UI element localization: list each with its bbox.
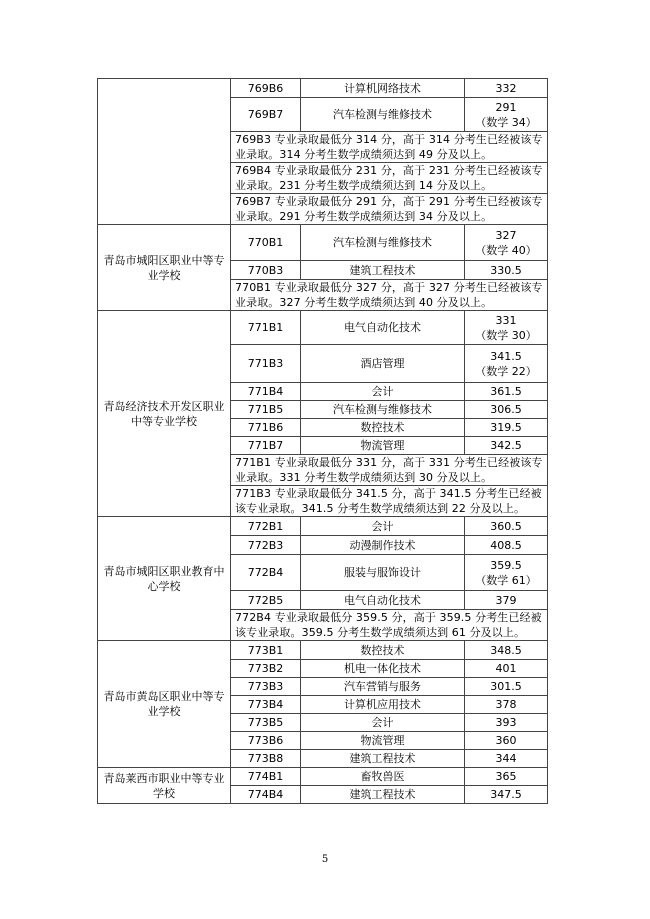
major-code: 769B7 bbox=[231, 98, 301, 132]
school-name: 青岛市城阳区职业中等专业学校 bbox=[98, 225, 231, 311]
school-name: 青岛市城阳区职业教育中心学校 bbox=[98, 517, 231, 641]
min-score: 360.5 bbox=[465, 517, 548, 536]
admission-score-table bbox=[97, 78, 548, 804]
major-code: 772B5 bbox=[231, 591, 301, 610]
major-name: 机电一体化技术 bbox=[301, 660, 465, 678]
min-score: 378 bbox=[465, 696, 548, 714]
math-requirement: （数学 22） bbox=[475, 364, 537, 378]
major-code: 770B1 bbox=[231, 225, 301, 261]
min-score: 342.5 bbox=[465, 437, 548, 455]
min-score: 331 （数学 30） bbox=[465, 311, 548, 345]
major-code: 773B6 bbox=[231, 732, 301, 750]
major-code: 774B1 bbox=[231, 768, 301, 786]
major-code: 771B5 bbox=[231, 401, 301, 419]
major-name: 计算机应用技术 bbox=[301, 696, 465, 714]
school-name: 青岛莱西市职业中等专业学校 bbox=[98, 768, 231, 804]
major-name: 会计 bbox=[301, 517, 465, 536]
major-code: 771B4 bbox=[231, 383, 301, 401]
note-text: 772B4 专业录取最低分 359.5 分，高于 359.5 分考生已经被该专业录取。359.5 分考生数学成绩须达到 61 分及以上。 bbox=[231, 610, 548, 641]
school-name: 青岛市黄岛区职业中等专业学校 bbox=[98, 641, 231, 768]
major-code: 773B5 bbox=[231, 714, 301, 732]
major-code: 771B3 bbox=[231, 345, 301, 383]
math-requirement: （数学 40） bbox=[475, 243, 537, 257]
major-code: 773B2 bbox=[231, 660, 301, 678]
min-score: 379 bbox=[465, 591, 548, 610]
major-code: 771B6 bbox=[231, 419, 301, 437]
major-code: 774B4 bbox=[231, 786, 301, 804]
math-requirement: （数学 61） bbox=[475, 573, 537, 587]
major-name: 会计 bbox=[301, 714, 465, 732]
min-score: 306.5 bbox=[465, 401, 548, 419]
major-code: 772B3 bbox=[231, 536, 301, 555]
major-name: 电气自动化技术 bbox=[301, 591, 465, 610]
min-score: 361.5 bbox=[465, 383, 548, 401]
min-score: 301.5 bbox=[465, 678, 548, 696]
min-score: 348.5 bbox=[465, 641, 548, 660]
major-name: 酒店管理 bbox=[301, 345, 465, 383]
major-code: 772B1 bbox=[231, 517, 301, 536]
major-name: 数控技术 bbox=[301, 641, 465, 660]
min-score: 291 （数学 34） bbox=[465, 98, 548, 132]
major-name: 物流管理 bbox=[301, 437, 465, 455]
major-code: 771B1 bbox=[231, 311, 301, 345]
major-name: 汽车检测与维修技术 bbox=[301, 225, 465, 261]
major-name: 汽车检测与维修技术 bbox=[301, 98, 465, 132]
table-row bbox=[98, 768, 548, 786]
major-code: 769B6 bbox=[231, 79, 301, 98]
min-score: 332 bbox=[465, 79, 548, 98]
min-score: 327 （数学 40） bbox=[465, 225, 548, 261]
note-text: 769B4 专业录取最低分 231 分，高于 231 分考生已经被该专业录取。231 分考生数学成绩须达到 14 分及以上。 bbox=[231, 163, 548, 194]
major-name: 物流管理 bbox=[301, 732, 465, 750]
major-code: 773B3 bbox=[231, 678, 301, 696]
major-name: 畜牧兽医 bbox=[301, 768, 465, 786]
major-name: 服装与服饰设计 bbox=[301, 555, 465, 591]
major-code: 773B8 bbox=[231, 750, 301, 768]
min-score: 341.5 （数学 22） bbox=[465, 345, 548, 383]
min-score: 393 bbox=[465, 714, 548, 732]
major-name: 会计 bbox=[301, 383, 465, 401]
major-code: 770B3 bbox=[231, 261, 301, 280]
table-row bbox=[98, 311, 548, 345]
min-score: 401 bbox=[465, 660, 548, 678]
min-score: 408.5 bbox=[465, 536, 548, 555]
min-score: 344 bbox=[465, 750, 548, 768]
major-name: 电气自动化技术 bbox=[301, 311, 465, 345]
major-name: 动漫制作技术 bbox=[301, 536, 465, 555]
min-score: 360 bbox=[465, 732, 548, 750]
major-code: 771B7 bbox=[231, 437, 301, 455]
note-text: 771B1 专业录取最低分 331 分，高于 331 分考生已经被该专业录取。331 分考生数学成绩须达到 30 分及以上。 bbox=[231, 455, 548, 486]
table-row bbox=[98, 79, 548, 98]
note-text: 770B1 专业录取最低分 327 分，高于 327 分考生已经被该专业录取。327 分考生数学成绩须达到 40 分及以上。 bbox=[231, 280, 548, 311]
note-text: 769B3 专业录取最低分 314 分，高于 314 分考生已经被该专业录取。314 分考生数学成绩须达到 49 分及以上。 bbox=[231, 132, 548, 163]
note-text: 771B3 专业录取最低分 341.5 分，高于 341.5 分考生已经被该专业录取。341.5 分考生数学成绩须达到 22 分及以上。 bbox=[231, 486, 548, 517]
page-number: 5 bbox=[321, 854, 329, 865]
major-name: 建筑工程技术 bbox=[301, 750, 465, 768]
major-name: 建筑工程技术 bbox=[301, 261, 465, 280]
min-score: 347.5 bbox=[465, 786, 548, 804]
min-score: 365 bbox=[465, 768, 548, 786]
major-name: 数控技术 bbox=[301, 419, 465, 437]
min-score: 359.5 （数学 61） bbox=[465, 555, 548, 591]
table-row bbox=[98, 517, 548, 536]
min-score: 319.5 bbox=[465, 419, 548, 437]
min-score: 330.5 bbox=[465, 261, 548, 280]
math-requirement: （数学 34） bbox=[475, 115, 537, 129]
school-name: 青岛经济技术开发区职业中等专业学校 bbox=[98, 311, 231, 517]
table-row bbox=[98, 225, 548, 261]
major-code: 773B4 bbox=[231, 696, 301, 714]
note-text: 769B7 专业录取最低分 291 分，高于 291 分考生已经被该专业录取。291 分考生数学成绩须达到 34 分及以上。 bbox=[231, 194, 548, 225]
major-name: 计算机网络技术 bbox=[301, 79, 465, 98]
major-name: 汽车营销与服务 bbox=[301, 678, 465, 696]
school-cell-continued bbox=[98, 79, 231, 225]
major-code: 773B1 bbox=[231, 641, 301, 660]
major-code: 772B4 bbox=[231, 555, 301, 591]
table-row bbox=[98, 641, 548, 660]
math-requirement: （数学 30） bbox=[475, 328, 537, 342]
major-name: 建筑工程技术 bbox=[301, 786, 465, 804]
major-name: 汽车检测与维修技术 bbox=[301, 401, 465, 419]
